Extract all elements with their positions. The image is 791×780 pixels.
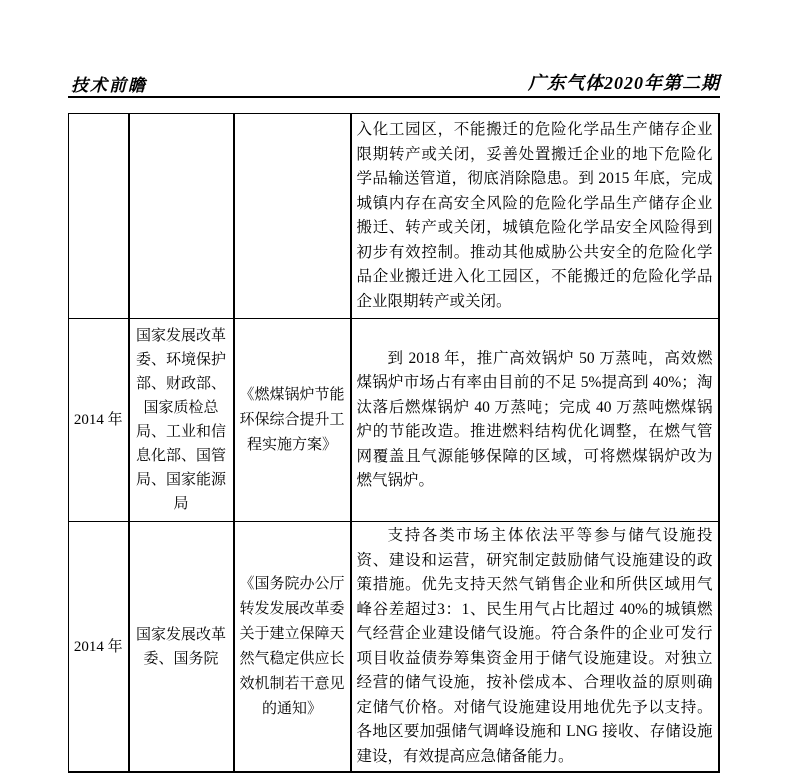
page-header-journal-title: 广东气体2020年第二期 (528, 73, 720, 93)
policy-table (68, 113, 720, 773)
policy-content-cell: 入化工园区，不能搬迁的危险化学品生产储存企业限期转产或关闭，妥善处置搬迁企业的地下危险化学品输送管道，彻底消除隐患。到 2015 年底，完成城镇内存在高安全风险的危险化学品生产储存企业搬迁、转产或关闭，城镇危险化学品安全风险得到初步有效控制。推动其他威胁公共安全的危险化学品企业搬迁进入化工园区，不能搬迁的危险化学品企业限期转产或关闭。 (351, 114, 719, 319)
table-row (69, 114, 719, 319)
table-row (69, 319, 719, 522)
page-header-section-title: 技术前瞻 (71, 76, 147, 95)
year-cell: 2014 年 (69, 522, 129, 773)
policy-doc-cell: 《燃煤锅炉节能环保综合提升工程实施方案》 (234, 319, 351, 522)
table-row (69, 522, 719, 773)
policy-content-cell: 支持各类市场主体依法平等参与储气设施投资、建设和运营，研究制定鼓励储气设施建设的政策措施。优先支持天然气销售企业和所供区域用气峰谷差超过3：1、民生用气占比超过 40%的城镇燃气经营企业建设储气设施。符合条件的企业可发行项目收益债券筹集资金用于储气设施建设。对独立经营的储气设施，按补偿成本、合理收益的原则确定储气价格。对储气设施建设用地优先予以支持。各地区要加强储气调峰设施和 LNG 接收、存储设施建设，有效提高应急储备能力。 (351, 522, 719, 773)
issuing-org-cell: 国家发展改革委、国务院 (129, 522, 234, 773)
issuing-org-cell (129, 114, 234, 319)
policy-doc-cell: 《国务院办公厅转发发展改革委关于建立保障天然气稳定供应长效机制若干意见的通知》 (234, 522, 351, 773)
header-rule (68, 96, 720, 98)
policy-doc-cell (234, 114, 351, 319)
year-cell (69, 114, 129, 319)
issuing-org-cell: 国家发展改革委、环境保护部、财政部、国家质检总局、工业和信息化部、国管局、国家能源局 (129, 319, 234, 522)
year-cell: 2014 年 (69, 319, 129, 522)
policy-content-cell: 到 2018 年，推广高效锅炉 50 万蒸吨，高效燃煤锅炉市场占有率由目前的不足 5%提高到 40%；淘汰落后燃煤锅炉 40 万蒸吨；完成 40 万蒸吨燃煤锅炉的节能改造。推进燃料结构优化调整，在燃气管网覆盖且气源能够保障的区域，可将燃煤锅炉改为燃气锅炉。 (351, 319, 719, 522)
